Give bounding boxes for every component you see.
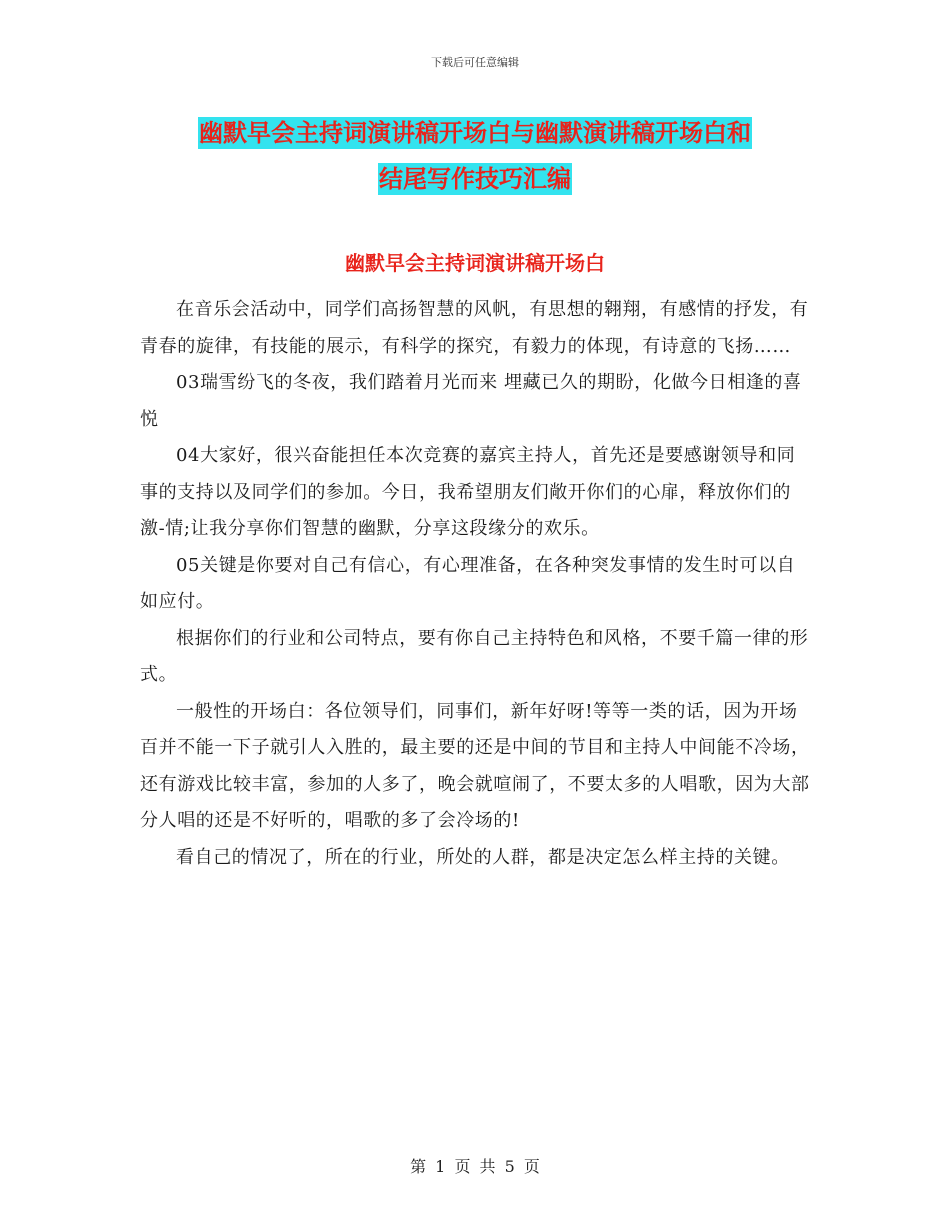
paragraph: 03瑞雪纷飞的冬夜，我们踏着月光而来 埋藏已久的期盼，化做今日相逢的喜悦 (140, 372, 802, 430)
page-header-note: 下载后可任意编辑 (431, 56, 519, 69)
paragraph: 根据你们的行业和公司特点，要有你自己主持特色和风格，不要千篇一律的形式。 (140, 627, 809, 685)
page-number-footer: 第 1 页 共 5 页 (410, 1157, 540, 1176)
section-heading: 幽默早会主持词演讲稿开场白 (345, 251, 605, 275)
paragraph: 04大家好，很兴奋能担任本次竞赛的嘉宾主持人，首先还是要感谢领导和同事的支持以及同学们的参加。今日，我希望朋友们敞开你们的心扉，释放你们的激-情;让我分享你们智慧的幽默，分享这段缘分的欢乐。 (140, 445, 796, 539)
document-title (0, 110, 950, 202)
paragraph: 05关键是你要对自己有信心，有心理准备，在各种突发事情的发生时可以自如应付。 (140, 554, 796, 612)
document-body (140, 292, 812, 876)
paragraph: 看自己的情况了，所在的行业，所处的人群，都是决定怎么样主持的关键。 (176, 846, 790, 868)
document-title-line-2: 结尾写作技巧汇编 (379, 165, 571, 193)
document-title-line-1: 幽默早会主持词演讲稿开场白与幽默演讲稿开场白和 (199, 119, 751, 147)
paragraph: 一般性的开场白：各位领导们，同事们，新年好呀!等等一类的话，因为开场百并不能一下子就引人入胜的，最主要的还是中间的节目和主持人中间能不冷场，还有游戏比较丰富，参加的人多了，晚会就喧闹了，不要太多的人唱歌，因为大部分人唱的还是不好听的，唱歌的多了会冷场的! (140, 700, 810, 831)
paragraph: 在音乐会活动中，同学们高扬智慧的风帆，有思想的翱翔，有感情的抒发，有青春的旋律，有技能的展示，有科学的探究，有毅力的体现，有诗意的飞扬…… (140, 299, 809, 357)
